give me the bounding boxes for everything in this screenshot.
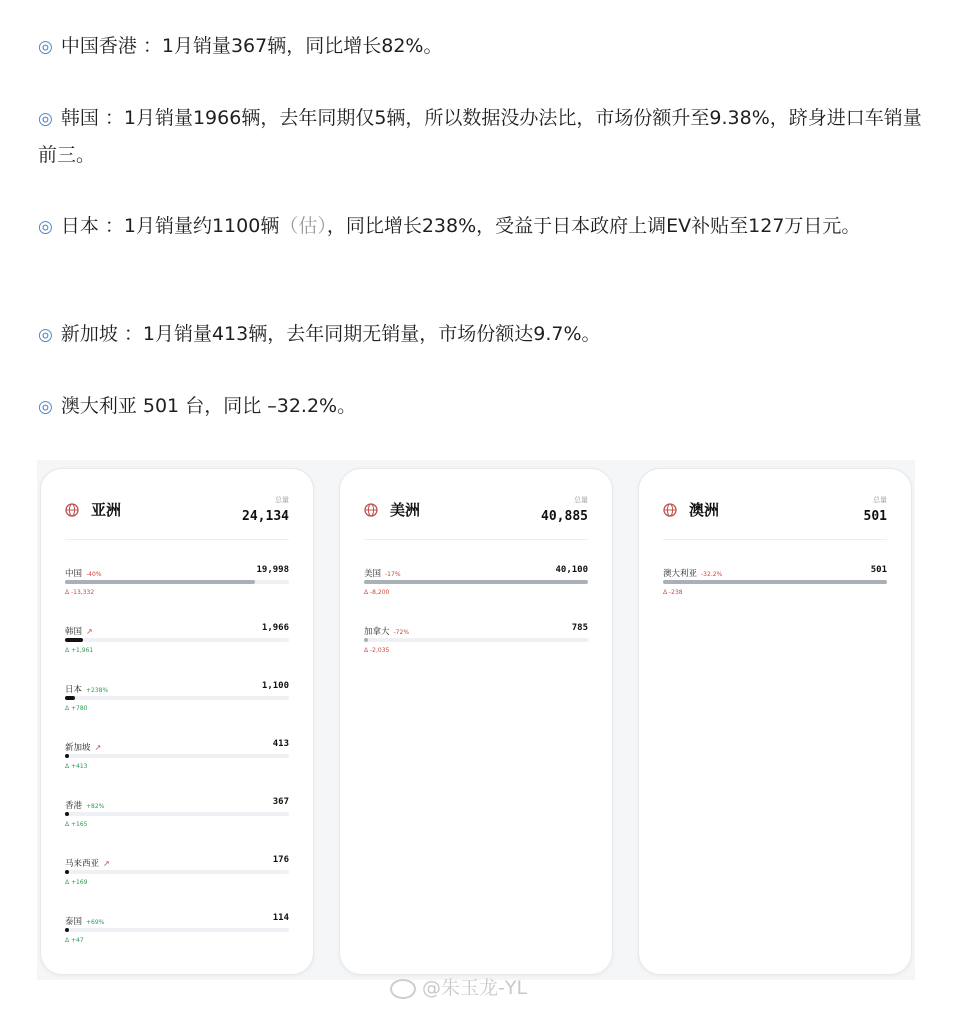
sales-value: 1,100 [261,681,289,691]
sales-value: 40,100 [555,565,588,575]
region-name: 亚洲 [91,501,122,519]
paragraph-estimate-note: （估） [279,215,327,237]
share-bar-track [364,638,588,642]
share-bar-fill [65,580,255,584]
total-label: 总量 [574,496,588,504]
country-name: 马来西亚 [65,859,100,869]
region-name: 澳洲 [689,501,720,519]
country-label [65,799,104,811]
weibo-icon [390,979,416,999]
country-row [65,625,289,665]
sales-value: 1,966 [261,623,289,633]
share-bar-track [65,754,289,758]
globe-icon [65,503,79,517]
share-bar-track [65,638,289,642]
paragraph-text: ，同比增长238%，受益于日本政府上调EV补贴至127万日元。 [326,215,861,237]
country-row [65,741,289,781]
country-label [65,567,102,579]
share-bar-track [65,870,289,874]
paragraph-text: 中国香港 ：1月销量367辆，同比增长82%。 [60,35,443,57]
watermark-text: @朱玉龙-YL [422,977,528,999]
paragraph-text: 澳大利亚 501 台，同比 –32.2%。 [60,395,357,417]
country-row [65,567,289,607]
sales-value: 176 [272,855,289,865]
share-bar-fill [65,870,69,874]
rocket-icon: ↗ [86,627,93,636]
paragraph-australia [38,388,923,425]
share-bar-fill [65,696,75,700]
region-card [339,468,613,975]
share-bar-track [65,928,289,932]
sales-value: 501 [870,565,887,575]
share-bar-fill [364,580,588,584]
country-label [364,625,409,637]
share-bar-track [364,580,588,584]
country-row [65,799,289,839]
country-row [663,567,887,607]
country-name: 新加坡 [65,743,91,753]
country-row [65,683,289,723]
share-bar-track [65,580,289,584]
paragraph-singapore [38,316,923,353]
country-name: 澳大利亚 [663,569,698,579]
circle-bullet-icon: ◎ [38,217,53,237]
country-label [65,625,93,637]
paragraph-korea [38,100,923,173]
country-label [65,915,104,927]
share-bar-fill [65,638,83,642]
sales-value: 19,998 [256,565,289,575]
delta-value: Δ +47 [65,937,84,944]
paragraph-japan [38,208,923,245]
delta-value: Δ -2,035 [364,647,390,654]
total-value: 501 [863,509,887,524]
change-percent: -17% [385,571,401,578]
share-bar-fill [65,812,69,816]
sales-value: 785 [571,623,588,633]
region-card [638,468,912,975]
share-bar-track [65,812,289,816]
card-header [65,495,289,540]
circle-bullet-icon: ◎ [38,325,53,345]
country-row [65,857,289,897]
country-name: 香港 [65,801,83,811]
share-bar-fill [364,638,368,642]
country-label [65,683,108,695]
country-name: 中国 [65,569,83,579]
circle-bullet-icon: ◎ [38,109,53,129]
region-card [40,468,314,975]
delta-value: Δ +165 [65,821,88,828]
country-name: 日本 [65,685,83,695]
card-header [364,495,588,540]
country-label [65,857,110,869]
globe-icon [364,503,378,517]
change-percent: +82% [86,803,105,810]
delta-value: Δ +1,961 [65,647,94,654]
country-name: 美国 [364,569,382,579]
paragraph-text: 日本 ：1月销量约1100辆 [60,215,280,237]
card-header [663,495,887,540]
total-value: 40,885 [541,509,588,524]
paragraph-text: 新加坡 ：1月销量413辆，去年同期无销量，市场份额达9.7%。 [60,323,601,345]
change-percent: -40% [86,571,102,578]
delta-value: Δ +169 [65,879,88,886]
country-row [364,625,588,665]
change-percent: +69% [86,919,105,926]
sales-dashboard-image [37,460,915,980]
paragraph-hongkong [38,28,923,65]
country-row [364,567,588,607]
country-row [65,915,289,955]
country-name: 泰国 [65,917,83,927]
share-bar-fill [663,580,887,584]
share-bar-track [663,580,887,584]
country-name: 韩国 [65,627,83,637]
delta-value: Δ +413 [65,763,88,770]
sales-value: 367 [272,797,289,807]
sales-value: 114 [272,913,289,923]
total-value: 24,134 [242,509,289,524]
delta-value: Δ -8,200 [364,589,390,596]
sales-value: 413 [272,739,289,749]
delta-value: Δ -13,332 [65,589,95,596]
change-percent: +238% [86,687,109,694]
rocket-icon: ↗ [103,859,110,868]
paragraph-text: 韩国 ：1月销量1966辆，去年同期仅5辆，所以数据没办法比，市场份额升至9.38%，跻身进口车销量前三。 [38,107,922,166]
change-percent: -72% [393,629,410,636]
circle-bullet-icon: ◎ [38,37,53,57]
country-label [65,741,101,753]
region-name: 美洲 [390,501,421,519]
total-label: 总量 [275,496,289,504]
weibo-watermark [390,973,527,1000]
delta-value: Δ -238 [663,589,683,596]
country-label [364,567,401,579]
delta-value: Δ +780 [65,705,88,712]
country-name: 加拿大 [364,627,390,637]
share-bar-fill [65,928,69,932]
total-label: 总量 [873,496,887,504]
share-bar-track [65,696,289,700]
country-label [663,567,722,579]
share-bar-fill [65,754,69,758]
rocket-icon: ↗ [94,743,102,752]
circle-bullet-icon: ◎ [38,397,53,417]
change-percent: -32.2% [701,571,723,578]
globe-icon [663,503,677,517]
